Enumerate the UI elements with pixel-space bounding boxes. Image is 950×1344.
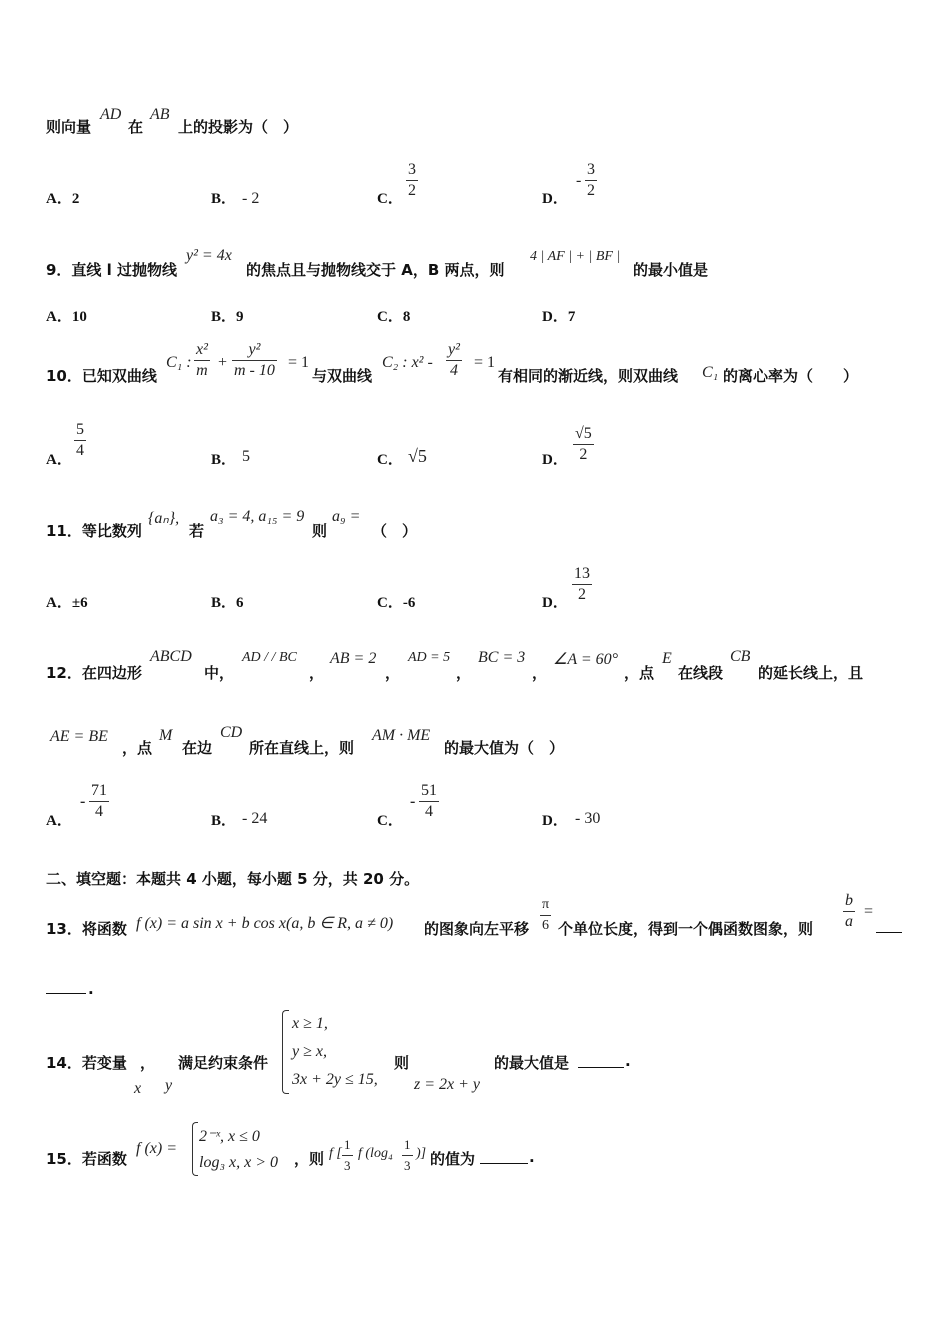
q10-mid: 与双曲线 bbox=[312, 367, 373, 385]
q9-expression: 4 | AF | + | BF | bbox=[530, 249, 621, 264]
q12-on-edge: 在边 bbox=[182, 739, 213, 757]
q15-piecewise-brace bbox=[192, 1122, 198, 1176]
q14-prefix: 14．若变量 bbox=[46, 1054, 127, 1072]
q11-option-d-label[interactable]: D． bbox=[542, 595, 568, 611]
q14-suffix: 的最大值是 bbox=[494, 1054, 570, 1072]
q14-var-y: y bbox=[165, 1077, 173, 1094]
q10-option-d-label[interactable]: D． bbox=[542, 452, 568, 468]
q15-expr-pre: f [ bbox=[329, 1146, 342, 1161]
q12-option-d-label[interactable]: D． bbox=[542, 813, 568, 829]
section-2-heading: 二、填空题：本题共 4 小题，每小题 5 分，共 20 分。 bbox=[46, 870, 420, 888]
q11-option-c[interactable]: C．-6 bbox=[377, 595, 416, 611]
q8-option-b-label[interactable]: B． bbox=[211, 191, 237, 207]
q12-quadrilateral: ABCD bbox=[150, 648, 192, 665]
q11-if: 若 bbox=[189, 522, 205, 540]
vector-ab: AB bbox=[150, 106, 170, 123]
q12-option-c-sign: - bbox=[410, 793, 416, 810]
q15-function-head: f (x) = bbox=[136, 1140, 177, 1157]
q12-point-m: M bbox=[159, 727, 173, 744]
q14-objective: z = 2x + y bbox=[414, 1076, 481, 1093]
q12-point-prefix: ，点 bbox=[624, 664, 655, 682]
q10-prefix: 10．已知双曲线 bbox=[46, 367, 157, 385]
q12-option-d-value: - 30 bbox=[575, 810, 601, 827]
q15-period: . bbox=[529, 1148, 535, 1166]
q13-b-over-a: b a bbox=[845, 892, 853, 930]
q12-point-e: E bbox=[662, 650, 672, 667]
q11-option-d-fraction: 13 2 bbox=[574, 565, 590, 603]
q13-period: . bbox=[88, 980, 94, 998]
q10-option-c-label[interactable]: C． bbox=[377, 452, 403, 468]
q13-mid: 的图象向左平移 bbox=[424, 920, 530, 938]
q8-option-d-sign: - bbox=[576, 172, 582, 189]
q9-parabola-equation: y² = 4x bbox=[186, 247, 232, 264]
q9-option-a[interactable]: A．10 bbox=[46, 309, 87, 325]
q8-option-d-fraction: 3 2 bbox=[587, 161, 595, 199]
q12-prefix: 12．在四边形 bbox=[46, 664, 142, 682]
q12-bc: BC = 3 bbox=[478, 649, 526, 666]
q12-extension: 的延长线上，且 bbox=[758, 664, 864, 682]
q8-suffix: 上的投影为（ ） bbox=[178, 118, 299, 136]
vector-ad: AD bbox=[100, 106, 122, 123]
q9-mid: 的焦点且与抛物线交于 A，B 两点，则 bbox=[246, 261, 505, 279]
q10-option-d-fraction: √5 2 bbox=[575, 425, 592, 463]
q11-condition: a₃ = 4, a₁₅ = 9 bbox=[210, 508, 305, 525]
q15-one-third-b: 1 3 bbox=[404, 1137, 411, 1173]
q10-c1-ref: C₁ bbox=[702, 364, 719, 381]
q12-point-m-prefix: ，点 bbox=[122, 739, 153, 757]
q11-then: 则 bbox=[312, 522, 328, 540]
q8-mid: 在 bbox=[128, 118, 144, 136]
q13-pi-over-6: π 6 bbox=[542, 897, 550, 933]
q13-function: f (x) = a sin x + b cos x(a, b ∈ R, a ≠ 0) bbox=[136, 915, 394, 932]
q12-ad: AD = 5 bbox=[408, 650, 451, 665]
q10-c1-label: C₁ : bbox=[166, 354, 192, 371]
q14-constraint-1: x ≥ 1, bbox=[292, 1015, 328, 1032]
q10-fraction-x2-m: x² m bbox=[196, 341, 208, 379]
q9-option-c[interactable]: C．8 bbox=[377, 309, 411, 325]
q12-ae-be: AE = BE bbox=[50, 728, 108, 745]
q10-fraction-y2-4: y² 4 bbox=[448, 341, 460, 379]
q13-suffix: 个单位长度，得到一个偶函数图象，则 bbox=[558, 920, 814, 938]
q12-comma-3: ， bbox=[456, 664, 472, 682]
q12-max: 的最大值为（ ） bbox=[444, 739, 565, 757]
q13-answer-blank-2[interactable] bbox=[46, 993, 86, 994]
q12-mid1: 中， bbox=[204, 664, 235, 682]
q14-period: . bbox=[625, 1052, 631, 1070]
q10-c2-label: C₂ : x² - bbox=[382, 354, 433, 371]
q12-segment: 在线段 bbox=[678, 664, 724, 682]
q15-close: )] bbox=[416, 1146, 427, 1161]
q10-option-c-value: √5 bbox=[408, 446, 427, 466]
q9-prefix: 9．直线 l 过抛物线 bbox=[46, 261, 178, 279]
q15-prefix: 15．若函数 bbox=[46, 1150, 127, 1168]
q8-prefix: 则向量 bbox=[46, 118, 92, 136]
q10-plus: + bbox=[218, 354, 228, 371]
q12-option-b-value: - 24 bbox=[242, 810, 268, 827]
q9-option-d[interactable]: D．7 bbox=[542, 309, 576, 325]
q13-prefix: 13．将函数 bbox=[46, 920, 127, 938]
q11-prefix: 11．等比数列 bbox=[46, 522, 142, 540]
q9-suffix: 的最小值是 bbox=[633, 261, 709, 279]
q11-suffix: （ ） bbox=[372, 522, 418, 540]
q12-comma-2: ， bbox=[385, 664, 401, 682]
q12-angle: ∠A = 60° bbox=[553, 651, 619, 668]
q11-target: a₉ = bbox=[332, 508, 361, 525]
q8-option-b-value: - 2 bbox=[242, 190, 260, 207]
q12-line: 所在直线上，则 bbox=[249, 739, 355, 757]
q10-option-a-label[interactable]: A． bbox=[46, 452, 72, 468]
q8-option-c-fraction: 3 2 bbox=[408, 161, 416, 199]
q12-cb: CB bbox=[730, 648, 751, 665]
q10-suffix: 有相同的渐近线，则双曲线 bbox=[498, 367, 679, 385]
q14-then: 则 bbox=[394, 1054, 410, 1072]
q15-suffix: 的值为 bbox=[430, 1150, 476, 1168]
q9-option-b[interactable]: B．9 bbox=[211, 309, 244, 325]
q12-dot-product: AM · ME bbox=[372, 727, 431, 744]
q12-option-a-fraction: 71 4 bbox=[91, 782, 107, 820]
q13-answer-blank-1[interactable] bbox=[876, 932, 902, 933]
q10-option-a-fraction: 5 4 bbox=[76, 421, 84, 459]
q14-comma: ， bbox=[140, 1054, 156, 1072]
q13-equals: = bbox=[864, 903, 874, 920]
q15-answer-blank[interactable] bbox=[480, 1163, 528, 1164]
q15-f-log4: f (log₄ bbox=[358, 1146, 393, 1161]
q10-eq2: = 1 bbox=[474, 354, 496, 371]
q11-option-a[interactable]: A．±6 bbox=[46, 595, 88, 611]
q12-option-c-fraction: 51 4 bbox=[421, 782, 437, 820]
q14-var-x: x bbox=[134, 1080, 142, 1097]
q10-fraction-y2-m10: y² m - 10 bbox=[234, 341, 275, 379]
q15-piece-2: log₃ x, x > 0 bbox=[199, 1154, 279, 1171]
q12-parallel: AD / / BC bbox=[242, 650, 297, 665]
q14-constraint-brace bbox=[282, 1010, 289, 1094]
q10-option-b-value: 5 bbox=[242, 448, 250, 465]
q10-option-b-label[interactable]: B． bbox=[211, 452, 237, 468]
q12-comma-1: ， bbox=[309, 664, 325, 682]
q14-answer-blank[interactable] bbox=[578, 1067, 624, 1068]
q8-option-a[interactable]: A．2 bbox=[46, 191, 80, 207]
q15-then: ，则 bbox=[294, 1150, 325, 1168]
q12-comma-4: ， bbox=[532, 664, 548, 682]
q12-option-c-label[interactable]: C． bbox=[377, 813, 403, 829]
q12-ab: AB = 2 bbox=[330, 650, 377, 667]
q14-constraint-3: 3x + 2y ≤ 15, bbox=[292, 1071, 378, 1088]
q8-option-d-label[interactable]: D． bbox=[542, 191, 568, 207]
q12-option-a-label[interactable]: A． bbox=[46, 813, 72, 829]
q12-option-a-sign: - bbox=[80, 793, 86, 810]
q11-sequence: {aₙ}, bbox=[148, 510, 180, 527]
q11-option-b[interactable]: B．6 bbox=[211, 595, 244, 611]
q14-constraint-2: y ≥ x, bbox=[292, 1043, 327, 1060]
q10-eq1: = 1 bbox=[288, 354, 310, 371]
q15-one-third-a: 1 3 bbox=[344, 1137, 351, 1173]
q8-option-c-label[interactable]: C． bbox=[377, 191, 403, 207]
q14-satisfy: 满足约束条件 bbox=[178, 1054, 269, 1072]
q12-option-b-label[interactable]: B． bbox=[211, 813, 237, 829]
q12-cd: CD bbox=[220, 724, 243, 741]
q15-piece-1: 2⁻ˣ, x ≤ 0 bbox=[199, 1128, 260, 1145]
q10-tail: 的离心率为（ ） bbox=[723, 367, 859, 385]
